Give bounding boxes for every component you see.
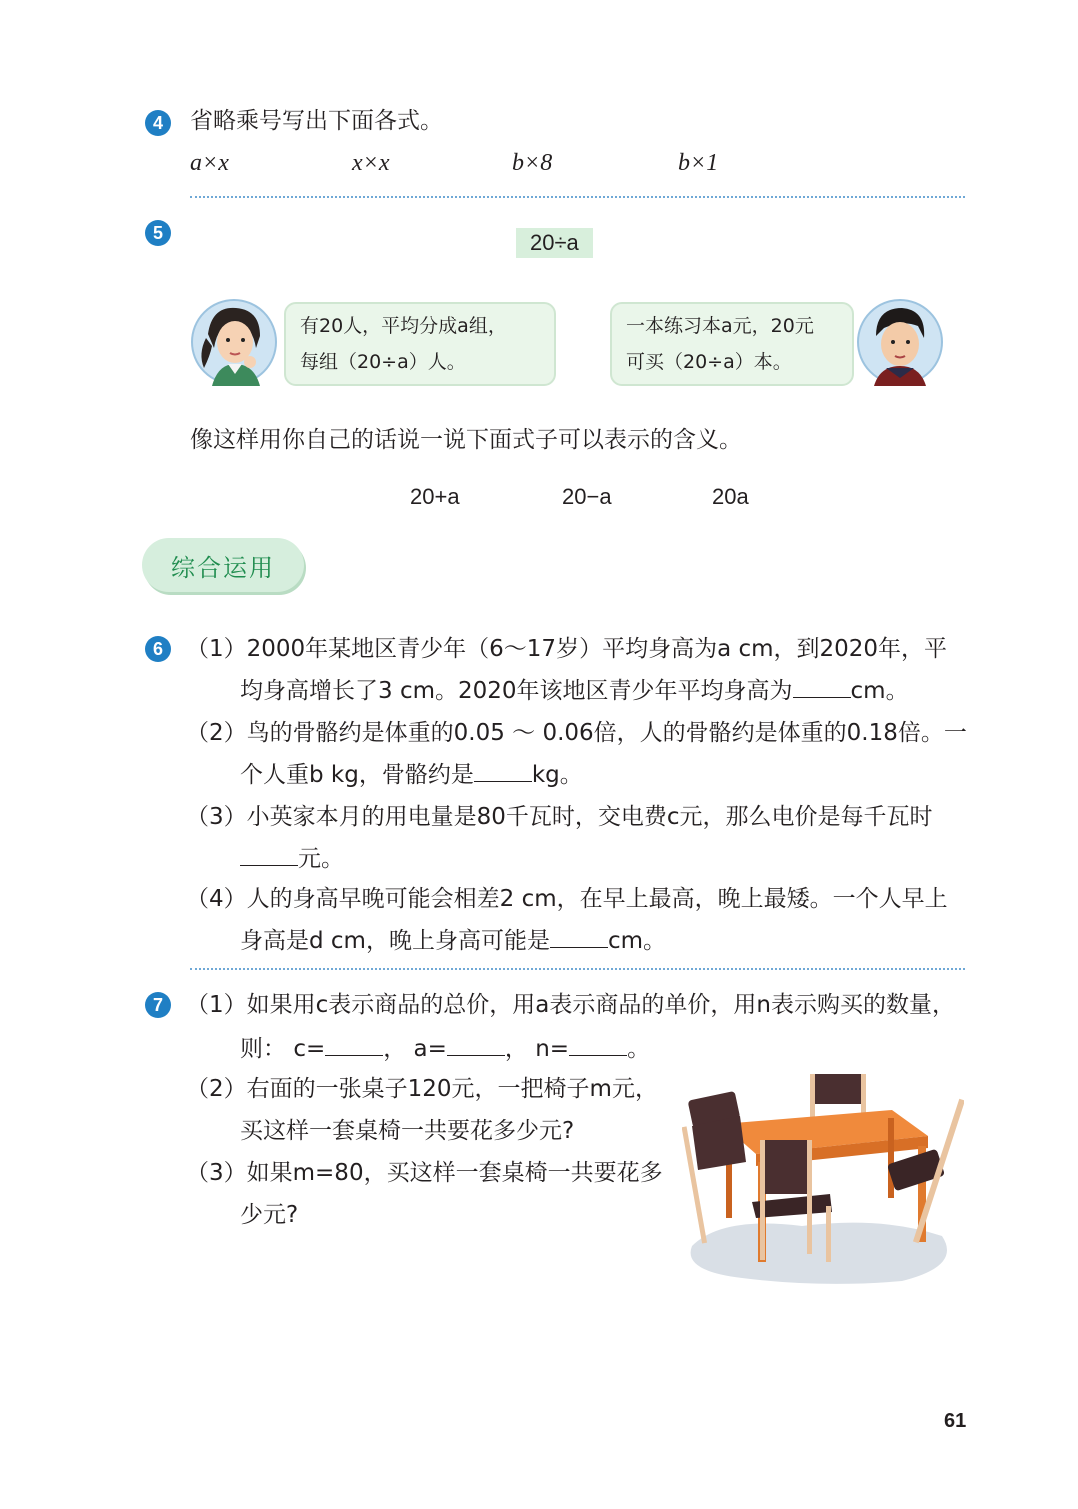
q6-part4-line1: （4）人的身高早晚可能会相差2 cm，在早上最高，晚上最矮。一个人早上 bbox=[186, 886, 948, 912]
q4-item-1: a×x bbox=[190, 150, 229, 176]
answer-blank[interactable] bbox=[550, 927, 608, 948]
q6-part2-unit: kg。 bbox=[531, 762, 583, 788]
table-and-chairs-illustration bbox=[682, 1066, 964, 1288]
boy-bubble-line-1: 一本练习本a元，20元 bbox=[626, 315, 814, 337]
divider bbox=[190, 196, 965, 198]
q6-part2-line1: （2）鸟的骨骼约是体重的0.05 ～ 0.06倍，人的骨骼约是体重的0.18倍。一 bbox=[186, 720, 967, 746]
q6-part2-line2-text: 个人重b kg，骨骼约是 bbox=[240, 762, 474, 788]
q7-then-label: 则： bbox=[240, 1036, 286, 1062]
q5-instruction: 像这样用你自己的话说一说下面式子可以表示的含义。 bbox=[190, 427, 742, 453]
boy-avatar bbox=[856, 298, 944, 386]
boy-bubble-line-2: 可买（20÷a）本。 bbox=[626, 351, 792, 373]
answer-blank[interactable] bbox=[474, 761, 532, 782]
q6-part1-unit: cm。 bbox=[850, 678, 909, 704]
question-number-7: 7 bbox=[145, 992, 171, 1018]
section-heading-comprehensive-application: 综合运用 bbox=[142, 538, 304, 592]
answer-blank[interactable] bbox=[793, 677, 851, 698]
q6-part3-line2 bbox=[240, 844, 344, 874]
q7-part2-line1: （2）右面的一张桌子120元，一把椅子m元， bbox=[186, 1076, 658, 1102]
divider bbox=[190, 968, 965, 970]
q7-c-label: c= bbox=[293, 1036, 326, 1062]
girl-bubble-line-1: 有20人，平均分成a组， bbox=[300, 315, 507, 337]
q6-part1-line1: （1）2000年某地区青少年（6～17岁）平均身高为a cm，到2020年，平 bbox=[186, 636, 948, 662]
q4-item-3: b×8 bbox=[512, 150, 553, 176]
q4-item-4: b×1 bbox=[678, 150, 719, 176]
q7-part1-line2: 则： c= ， a= ， n= 。 bbox=[240, 1036, 651, 1062]
q6-part3-unit: 元。 bbox=[298, 846, 344, 872]
q7-n-label: n= bbox=[535, 1036, 570, 1062]
q7-line-end: 。 bbox=[627, 1036, 651, 1062]
girl-avatar bbox=[190, 298, 278, 386]
answer-blank[interactable] bbox=[569, 1035, 627, 1056]
q5-expression-1: 20+a bbox=[410, 484, 460, 509]
q5-expression-3: 20a bbox=[712, 484, 749, 509]
question-number-5: 5 bbox=[145, 220, 171, 246]
q7-a-label: a= bbox=[413, 1036, 447, 1062]
q7-part2-line2: 买这样一套桌椅一共要花多少元? bbox=[240, 1118, 575, 1144]
q7-part1-line1: （1）如果用c表示商品的总价，用a表示商品的单价，用n表示购买的数量， bbox=[186, 992, 955, 1018]
q6-part2-line2 bbox=[240, 760, 583, 790]
q4-item-2: x×x bbox=[352, 150, 390, 176]
answer-blank[interactable] bbox=[325, 1035, 383, 1056]
q6-part4-unit: cm。 bbox=[607, 928, 667, 954]
question-number-6: 6 bbox=[145, 636, 171, 662]
girl-bubble-line-2: 每组（20÷a）人。 bbox=[300, 351, 466, 373]
q5-expression-2: 20−a bbox=[562, 484, 612, 509]
girl-speech-bubble bbox=[284, 302, 556, 386]
q6-part4-line2-text: 身高是d cm，晚上身高可能是 bbox=[240, 928, 550, 954]
question-number-4: 4 bbox=[145, 110, 171, 136]
q4-prompt: 省略乘号写出下面各式。 bbox=[190, 108, 443, 134]
q6-part4-line2 bbox=[240, 926, 666, 956]
q6-part3-line1: （3）小英家本月的用电量是80千瓦时，交电费c元，那么电价是每千瓦时 bbox=[186, 804, 933, 830]
answer-blank[interactable] bbox=[447, 1035, 505, 1056]
boy-speech-bubble bbox=[610, 302, 854, 386]
q7-part3-line1: （3）如果m=80，买这样一套桌椅一共要花多 bbox=[186, 1160, 663, 1186]
answer-blank[interactable] bbox=[240, 845, 298, 866]
q6-part1-line2-text: 均身高增长了3 cm。2020年该地区青少年平均身高为 bbox=[240, 678, 793, 704]
q5-formula: 20÷a bbox=[516, 228, 593, 258]
q6-part1-line2 bbox=[240, 676, 909, 706]
q7-part3-line2: 少元? bbox=[240, 1202, 299, 1228]
page-number: 61 bbox=[944, 1410, 967, 1432]
